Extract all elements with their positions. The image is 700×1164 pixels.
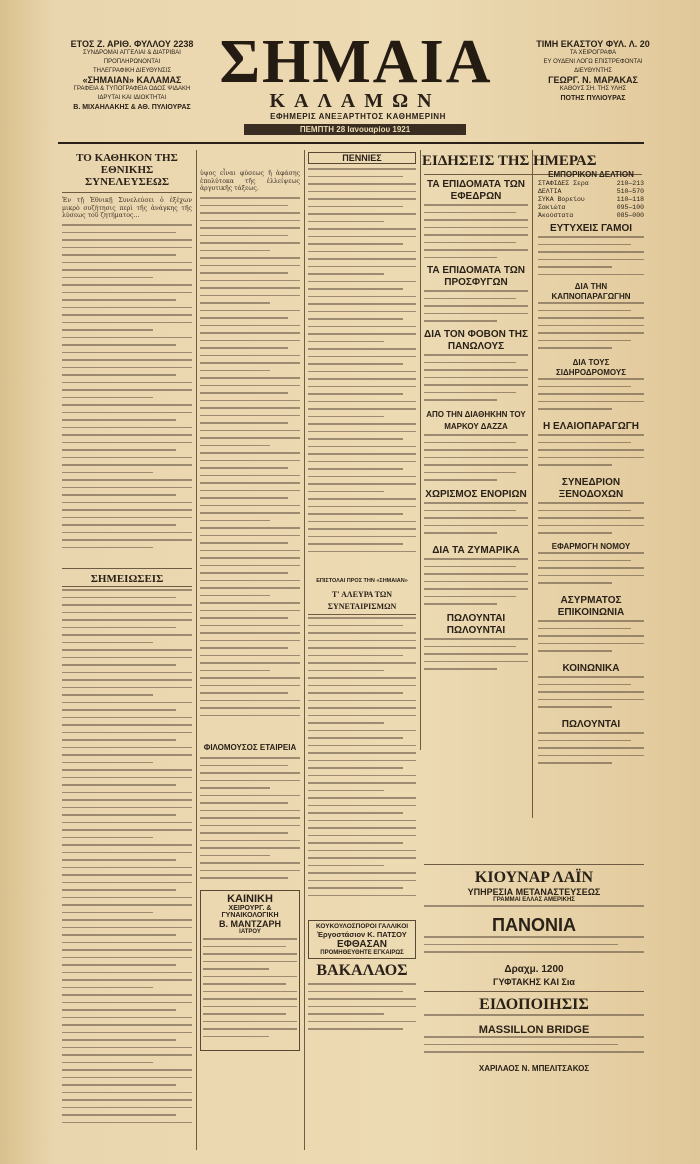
header-right-box xyxy=(528,40,658,103)
news-title-for-sale: ΠΩΛΟΥΝΤΑΙ ΠΩΛΟΥΝΤΑΙ xyxy=(446,613,506,636)
news-body-reservists xyxy=(424,204,528,262)
flour-body xyxy=(308,617,416,917)
notice-ship: MASSILLON BRIDGE xyxy=(478,1024,590,1036)
column-1 xyxy=(62,150,192,1150)
pennies-title: ΠΕΝΝΙΕΣ xyxy=(308,152,416,164)
column-rule xyxy=(532,150,533,818)
column-rule xyxy=(420,150,421,750)
column-2-body xyxy=(200,197,300,737)
ship-name: ΠΑΝΟΝΙΑ xyxy=(492,915,576,935)
column-2-intro: ὑψος εἶναι φύσεως ἢ ἀφάσης ἐπολύτοκα τῆς ἐλλείψεως ἀργυτικῆς τάξεως. xyxy=(200,170,300,193)
social-body xyxy=(538,676,644,716)
manuscripts-label: ΤΑ ΧΕΙΡΟΓΡΑΦΑ xyxy=(569,50,617,56)
bottom-ads xyxy=(424,860,644,1150)
news-body-plague xyxy=(424,354,528,406)
market-row xyxy=(538,204,644,212)
pennies-body xyxy=(308,168,416,576)
news-body-will xyxy=(424,434,528,486)
issue-number: ΕΤΟΣ Ζ. ΑΡΙΘ. ΦΥΛΛΟΥ 2238 xyxy=(70,39,194,49)
column-rule xyxy=(196,150,197,1150)
tobacco-title: ΔΙΑ ΤΗΝ ΚΑΠΝΟΠΑΡΑΓΩΓΗΝ xyxy=(551,282,631,301)
clinic-ad-subtitle: ΧΕΙΡΟΥΡΓ. & ΓΥΝΑΙΚΟΛΟΓΙΚΗ xyxy=(221,905,279,920)
clinic-ad xyxy=(200,890,300,1051)
market-title: ΕΜΠΟΡΙΚΟΝ ΔΕΛΤΙΟΝ xyxy=(548,170,634,179)
notice-intro xyxy=(424,1014,644,1024)
column-rule xyxy=(304,150,305,1150)
market-row xyxy=(538,212,644,220)
market-row-value: 110—118 xyxy=(616,196,644,203)
law-body xyxy=(538,552,644,592)
ship-body xyxy=(424,936,644,964)
masthead-area xyxy=(0,0,700,148)
silkworm-ad xyxy=(308,920,416,959)
price-label: ΤΙΜΗ ΕΚΑΣΤΟΥ ΦΥΛ. Λ. 20 xyxy=(536,39,650,49)
cunard-ad-title: ΚΙΟΥΝΑΡ ΛΑΪΝ xyxy=(474,869,594,886)
subscription-note: ΣΥΝΔΡΟΜΑΙ ΑΓΓΕΛΙΑΙ & ΔΙΑΤΡΙΒΑΙ ΠΡΟΠΛΗΡΩΝΟΝΤΑΙ xyxy=(83,50,181,65)
notice-body xyxy=(424,1036,644,1064)
cunard-agent: ΓΥΦΤΑΚΗΣ ΚΑΙ Σια xyxy=(493,977,575,987)
weddings-body xyxy=(538,236,644,282)
tobacco-body xyxy=(538,302,644,358)
social-title: ΚΟΙΝΩΝΙΚΑ xyxy=(562,663,620,674)
masthead-title: ΣΗΜΑΙΑ xyxy=(219,28,493,96)
for-sale-title: ΠΩΛΟΥΝΤΑΙ xyxy=(561,719,621,730)
divider xyxy=(424,991,644,992)
silkworm-ad-arrived: ΕΦΘΑΣΑΝ xyxy=(336,939,388,950)
railways-body xyxy=(538,378,644,418)
market-row-value: 510—570 xyxy=(616,188,644,195)
market-row xyxy=(538,188,644,196)
clinic-ad-title: ΚΑΙΝΙΚΗ xyxy=(227,893,273,906)
wireless-title: ΑΣΥΡΜΑΤΟΣ ΕΠΙΚΟΙΝΩΝΙΑ xyxy=(557,595,625,618)
market-row-value: 095—100 xyxy=(616,204,644,211)
cunard-ad-subtitle: ΥΠΗΡΕΣΙΑ ΜΕΤΑΝΑΣΤΕΥΣΕΩΣ xyxy=(467,887,601,897)
silkworm-ad-cta: ΠΡΟΜΗΘΕΥΘΗΤΕ ΕΓΚΑΙΡΩΣ xyxy=(320,950,404,956)
market-table xyxy=(538,180,644,220)
society-title: ΦΙΛΟΜΟΥΣΟΣ ΕΤΑΙΡΕΙΑ xyxy=(203,743,297,753)
olive-body xyxy=(538,434,644,474)
cunard-ad-lines: ΓΡΑΜΜΑΙ ΕΛΛΑΣ ΑΜΕΡΙΚΗΣ xyxy=(493,897,575,903)
railways-title: ΔΙΑ ΤΟΥΣ ΣΙΔΗΡΟΔΡΟΜΟΥΣ xyxy=(555,358,626,377)
notes-body xyxy=(62,589,192,1149)
telegraph-address: «ΣΗΜΑΙΑΝ» ΚΑΛΑΜΑΣ xyxy=(82,75,182,85)
notice-title: ΕΙΔΟΠΟΙΗΣΙΣ xyxy=(479,996,589,1013)
director-name: ΓΕΩΡΓ. Ν. ΜΑΡΑΚΑΣ xyxy=(548,75,638,85)
column-2 xyxy=(200,150,300,1150)
clinic-ad-doctor: Β. ΜΑΝΤΖΑΡΗ xyxy=(219,919,281,930)
founders-names: Β. ΜΙΧΑΗΛΑΚΗΣ & ΑΘ. ΠΥΛΙΟΥΡΑΣ xyxy=(73,104,191,111)
editor-name: ΠΟΤΗΣ ΠΥΛΙΟΥΡΑΣ xyxy=(560,95,626,102)
lead-article-intro: Ἐν τῇ Ἐθνικῇ Συνελεύσει ὁ ἐξέχων μικρὸ συζήτησις περὶ τῆς ἀνάγκης τῆς λύσεως τοῦ ζητήματος… xyxy=(62,197,192,220)
telegraph-label: ΤΗΛΕΓΡΑΦΙΚΗ ΔΙΕΥΘΥΝΣΙΣ xyxy=(92,68,172,74)
offices-address: ΓΡΑΦΕΙΑ & ΤΥΠΟΓΡΑΦΕΙΑ ΟΔΟΣ ΨΙΔΑΚΗ xyxy=(73,86,191,92)
clinic-ad-body xyxy=(203,938,297,1048)
editor-label: ΚΑΘΟΥΣ ΣΗ. ΤΗΣ ΥΛΗΣ xyxy=(559,86,627,92)
market-row-name: ΣΤΑΦΙΔΕΣ Σερα xyxy=(538,180,589,187)
society-body xyxy=(200,757,300,887)
news-body-for-sale xyxy=(424,638,528,678)
market-row-name: ΔΕΛΤΙΑ xyxy=(538,188,562,195)
news-title-will: ΑΠΟ ΤΗΝ ΔΙΑΘΗΚΗΝ ΤΟΥ ΜΑΡΚΟΥ ΔΑΖΖΑ xyxy=(426,410,526,431)
cod-ad-title: ΒΑΚΑΛΑΟΣ xyxy=(316,962,408,979)
column-3 xyxy=(308,150,416,1150)
hoteliers-body xyxy=(538,502,644,542)
header-rule xyxy=(58,142,644,144)
column-5 xyxy=(538,170,644,820)
olive-title: Η ΕΛΑΙΟΠΑΡΑΓΩΓΗ xyxy=(543,421,639,432)
cunard-ad-body xyxy=(424,905,644,915)
lead-article-body xyxy=(62,224,192,564)
manuscripts-note: ΕΥ ΟΥΔΕΝΙ ΛΟΓΩ ΕΠΙΣΤΡΕΦΟΝΤΑΙ xyxy=(543,59,643,65)
market-row-name: Ἀκούστατα xyxy=(538,212,574,219)
cod-ad-body xyxy=(308,983,416,1043)
hoteliers-title: ΣΥΝΕΔΡΙΟΝ ΞΕΝΟΔΟΧΩΝ xyxy=(558,477,624,500)
news-title-parishes: ΧΩΡΙΣΜΟΣ ΕΝΟΡΙΩΝ xyxy=(425,489,527,500)
header-left-box xyxy=(70,40,194,112)
law-title: ΕΦΑΡΜΟΓΗ ΝΟΜΟΥ xyxy=(551,542,631,551)
news-title-pasta: ΔΙΑ ΤΑ ΖΥΜΑΡΙΚΑ xyxy=(432,545,520,556)
letters-title: ΕΠΙΣΤΟΛΑΙ ΠΡΟΣ ΤΗΝ «ΣΗΜΑΙΑΝ» xyxy=(316,578,408,584)
market-row-name: Σακιώτα xyxy=(538,204,566,211)
news-body-refugees xyxy=(424,290,528,326)
issue-date: ΠΕΜΠΤΗ 28 Ιανουαρίου 1921 xyxy=(244,124,466,135)
news-headline: ΕΙΔΗΣΕΙΣ ΤΗΣ ΗΜΕΡΑΣ xyxy=(422,153,597,169)
wireless-body xyxy=(538,620,644,660)
news-body-parishes xyxy=(424,502,528,542)
divider xyxy=(62,192,192,193)
silkworm-ad-title: ΚΟΥΚΟΥΛΟΣΠΟΡΟΙ ΓΑΛΛΙΚΟΙ xyxy=(315,923,409,930)
market-row-value: 085—000 xyxy=(616,212,644,219)
news-body-pasta xyxy=(424,558,528,610)
market-row xyxy=(538,180,644,188)
masthead-subtitle: ΚΑΛΑΜΩΝ xyxy=(269,90,441,112)
flour-headline: Τ' ΑΛΕΥΡΑ ΤΩΝ ΣΥΝΕΤΑΙΡΙΣΜΩΝ xyxy=(308,589,416,615)
divider xyxy=(424,864,644,865)
market-row xyxy=(538,196,644,204)
silkworm-ad-factory: Ἐργοστάσιον Κ. ΠΑΤΣΟΥ xyxy=(317,930,407,939)
lead-headline: ΤΟ ΚΑΘΗΚΟΝ ΤΗΣ ΕΘΝΙΚΗΣ ΣΥΝΕΛΕΥΣΕΩΣ xyxy=(76,152,178,188)
director-label: ΔΙΕΥΘΥΝΤΗΣ xyxy=(574,68,612,74)
clinic-ad-role: ΙΑΤΡΟΥ xyxy=(239,929,261,936)
for-sale-body xyxy=(538,732,644,772)
notice-agent: ΧΑΡΙΛΑΟΣ Ν. ΜΠΕΛΙΤΣΑΚΟΣ xyxy=(478,1064,590,1073)
news-title-refugees: ΤΑ ΕΠΙΔΟΜΑΤΑ ΤΩΝ ΠΡΟΣΦΥΓΩΝ xyxy=(427,265,525,288)
masthead-tagline: ΕΦΗΜΕΡΙΣ ΑΝΕΞΑΡΤΗΤΟΣ ΚΑΘΗΜΕΡΙΝΗ xyxy=(270,112,446,121)
news-title-reservists: ΤΑ ΕΠΙΔΟΜΑΤΑ ΤΩΝ ΕΦΕΔΡΩΝ xyxy=(427,179,525,202)
founders-label: ΙΔΡΥΤΑΙ ΚΑΙ ΙΔΙΟΚΤΗΤΑΙ xyxy=(97,95,167,101)
news-title-plague: ΔΙΑ ΤΟΝ ΦΟΒΟΝ ΤΗΣ ΠΑΝΩΛΟΥΣ xyxy=(424,329,528,352)
market-row-name: ΣΥΚΑ Βορείου xyxy=(538,196,585,203)
fare-price: Δραχμ. 1200 xyxy=(504,964,564,975)
notes-title: ΣΗΜΕΙΩΣΕΙΣ xyxy=(62,573,192,587)
market-row-value: 210—213 xyxy=(616,180,644,187)
divider xyxy=(62,568,192,569)
weddings-title: ΕΥΤΥΧΕΙΣ ΓΑΜΟΙ xyxy=(549,223,633,234)
